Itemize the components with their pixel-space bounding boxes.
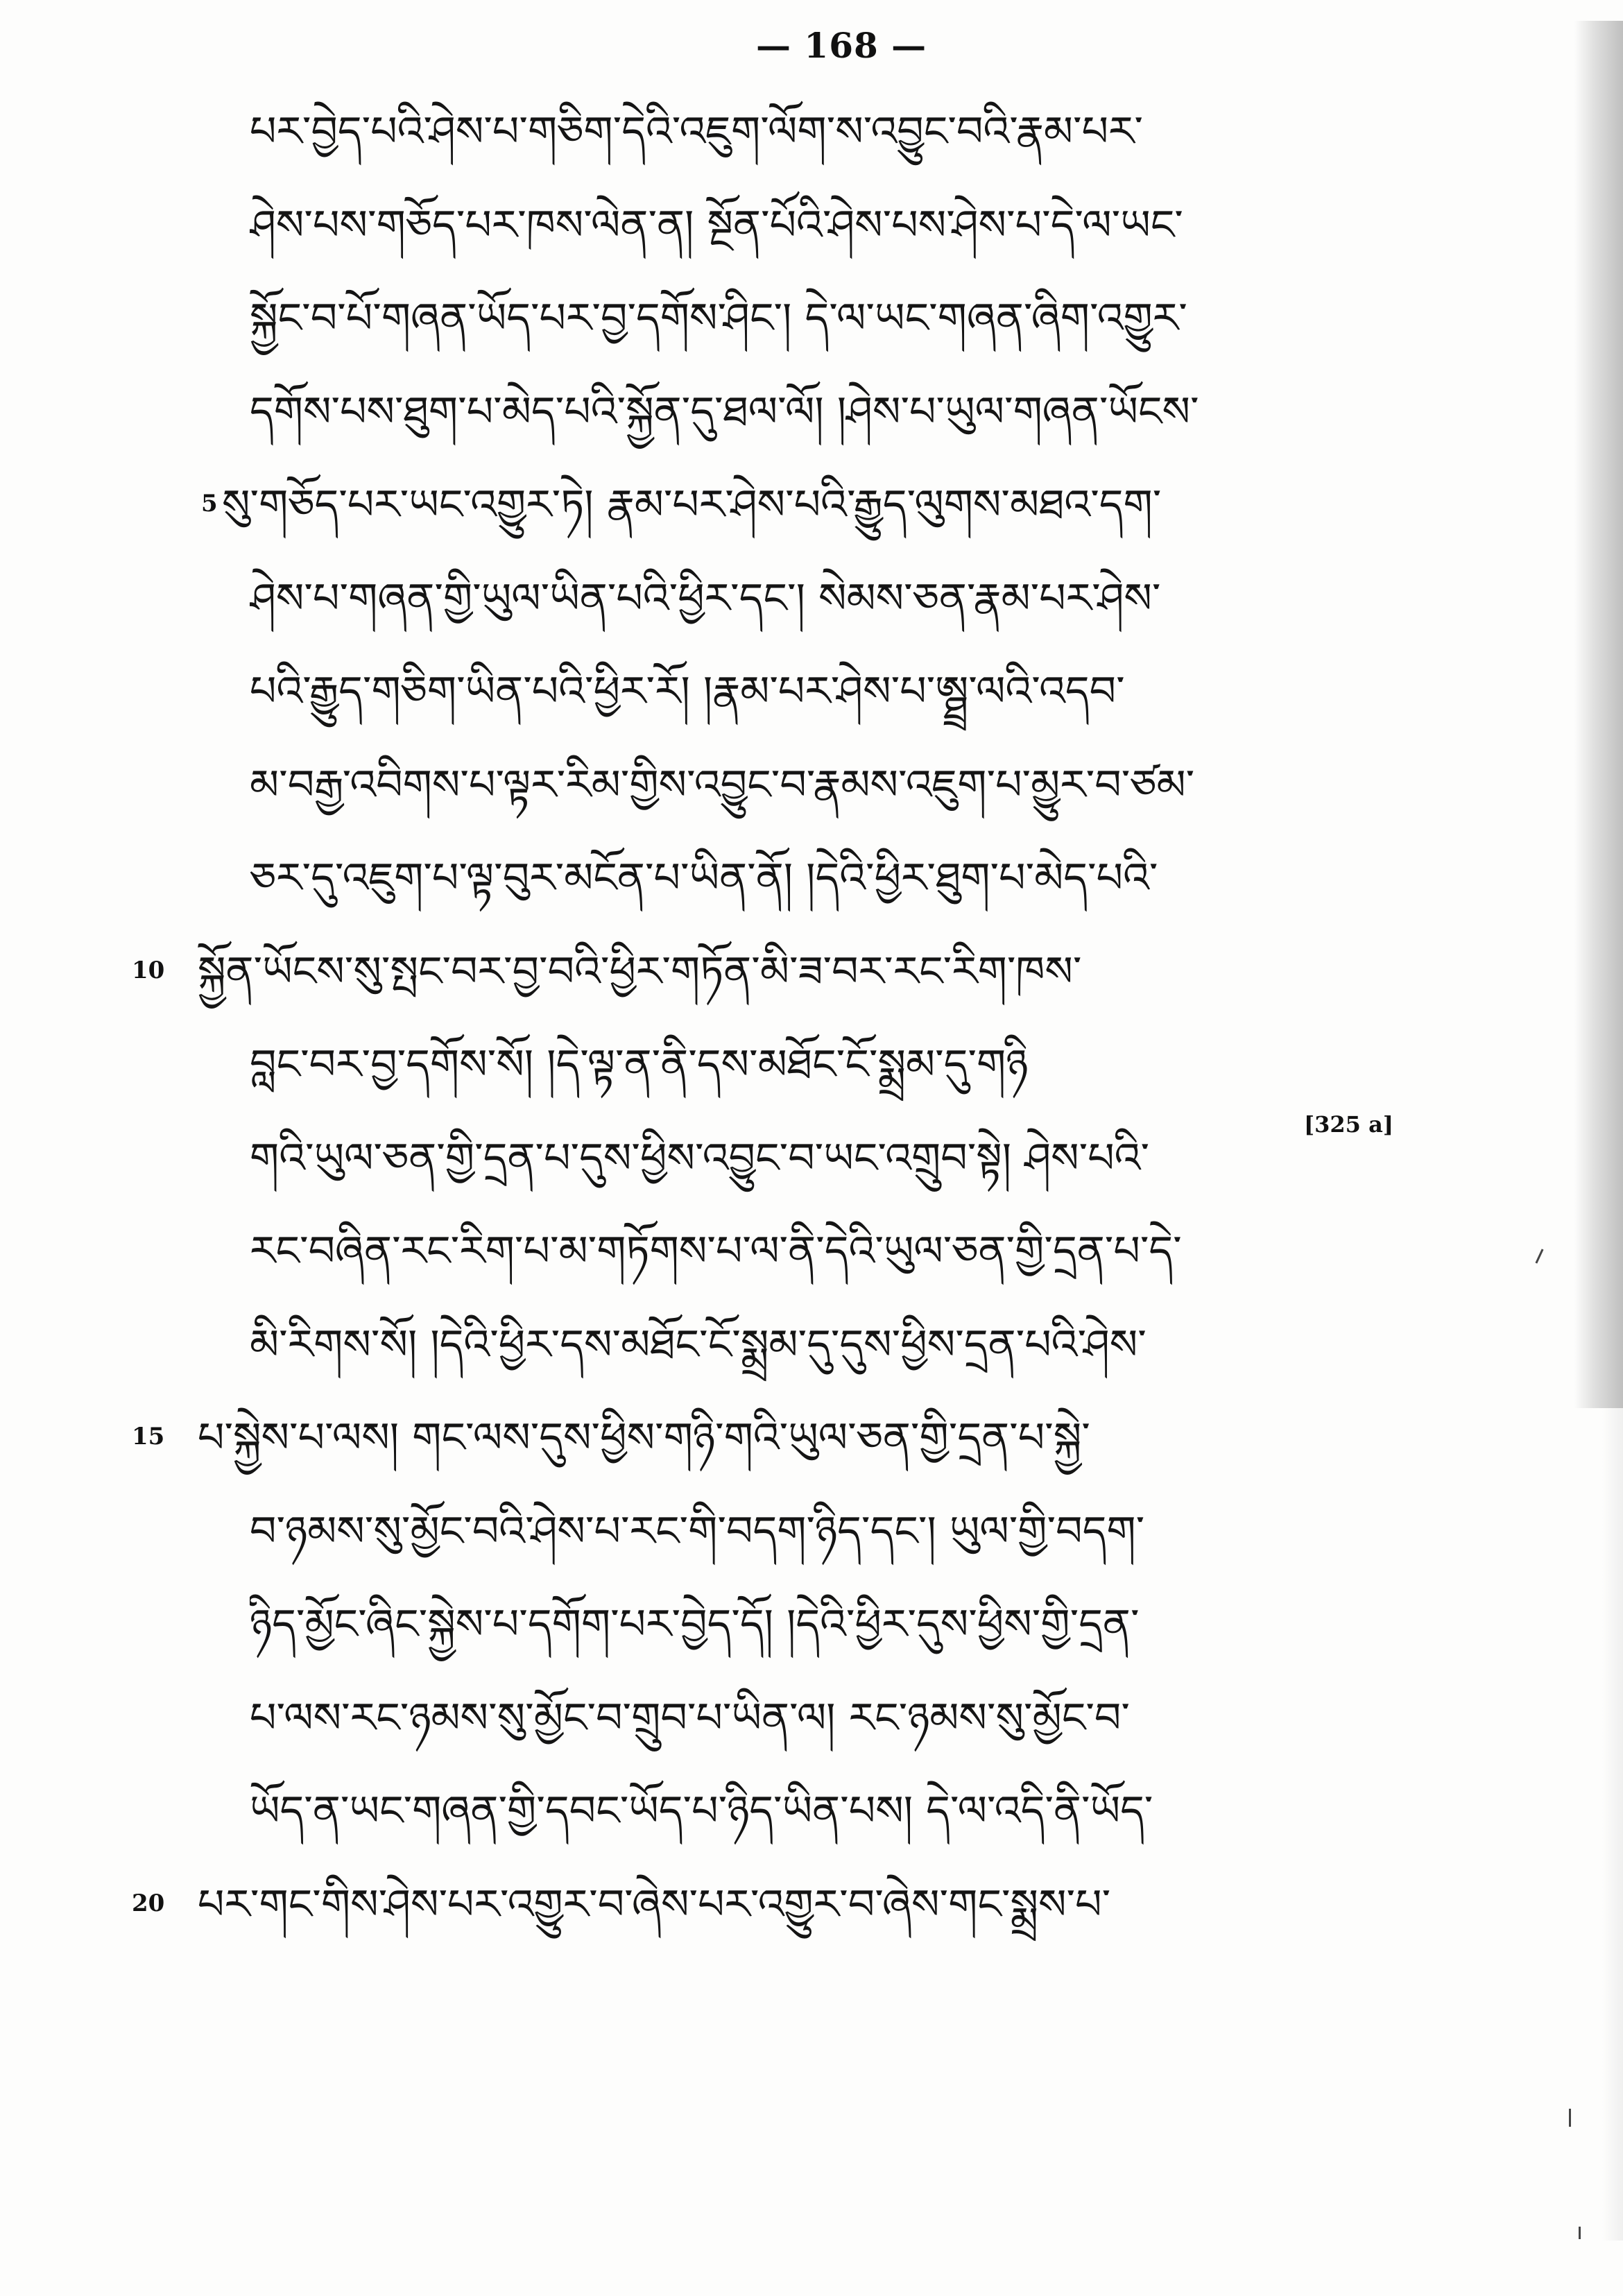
- text-line: [0, 557, 1623, 640]
- stray-mark: [1569, 2109, 1571, 2127]
- line-text: ཡོད་ན་ཡང་གཞན་གྱི་དབང་ཡོད་པ་ཉིད་ཡིན་པས། དེ་ལ་འདི་ནི་ཡོད་: [250, 1787, 1153, 1835]
- line-text: རང་བཞིན་རང་རིག་པ་མ་གཏོགས་པ་ལ་ནི་དེའི་ཡུལ་ཅན་གྱི་དྲན་པ་དེ་: [250, 1227, 1182, 1276]
- page-number: — 168 —: [756, 25, 927, 66]
- text-line: [0, 1210, 1623, 1293]
- line-text: པར་གང་གིས་ཤེས་པར་འགྱུར་བ་ཞེས་པར་འགྱུར་བ་ཞེས་གང་སྨྲས་པ་: [198, 1880, 1111, 1929]
- line-text: སུ་གཅོད་པར་ཡང་འགྱུར་ཏེ། རྣམ་པར་ཤེས་པའི་རྒྱུད་ལུགས་མཐའ་དག་: [222, 481, 1162, 529]
- line-text: ཤེས་པ་གཞན་གྱི་ཡུལ་ཡིན་པའི་ཕྱིར་དང་། སེམས་ཅན་རྣམ་པར་ཤེས་: [250, 574, 1161, 623]
- folio-reference: [325 a]: [1304, 1111, 1393, 1138]
- text-line: [0, 277, 1623, 360]
- text-line: [0, 370, 1623, 454]
- line-text: བ་ཉམས་སུ་མྱོང་བའི་ཤེས་པ་རང་གི་བདག་ཉིད་དང་། ཡུལ་གྱི་བདག་: [250, 1507, 1145, 1556]
- stray-mark: [1579, 2227, 1581, 2239]
- line-text: ཅར་དུ་འཇུག་པ་ལྟ་བུར་མངོན་པ་ཡིན་ནོ། །དེའི་ཕྱིར་ཐུག་པ་མེད་པའི་: [250, 854, 1158, 902]
- line-text: པ་སྐྱེས་པ་ལས། གང་ལས་དུས་ཕྱིས་གཉི་གའི་ཡུལ་ཅན་གྱི་དྲན་པ་སྐྱེ་: [198, 1414, 1090, 1462]
- line-number: 5: [201, 490, 218, 517]
- line-text: པར་བྱེད་པའི་ཤེས་པ་གཅིག་དེའི་འཇུག་ལོག་ས་འབྱུང་བའི་རྣམ་པར་: [250, 108, 1144, 156]
- text-line: [0, 1023, 1623, 1106]
- line-text: མི་རིགས་སོ། །དེའི་ཕྱིར་དས་མཐོང་ངོ་སྨྲམ་དུ་དུས་ཕྱིས་དྲན་པའི་ཤེས་: [250, 1320, 1147, 1369]
- line-text: པའི་རྒྱུད་གཅིག་ཡིན་པའི་ཕྱིར་རོ། །རྣམ་པར་ཤེས་པ་ཨྠྲ་ལའི་འདབ་: [250, 667, 1125, 716]
- text-line: [0, 1490, 1623, 1573]
- line-number: 20: [132, 1889, 165, 1917]
- text-line: [0, 650, 1623, 733]
- line-text: སྐྱོང་བ་པོ་གཞན་ཡོད་པར་བྱ་དགོས་ཤིང་། དེ་ལ་ཡང་གཞན་ཞིག་འགྱུར་: [250, 294, 1187, 343]
- text-line: [0, 930, 1623, 1013]
- line-text: དགོས་པས་ཐུག་པ་མེད་པའི་སྐྱོན་དུ་ཐལ་ལོ། །ཤེས་པ་ཡུལ་གཞན་ཡོངས་: [250, 387, 1199, 436]
- line-number: 10: [132, 956, 165, 984]
- text-line: [0, 1770, 1623, 1853]
- text-line: [0, 744, 1623, 827]
- line-text: མ་བརྒྱ་འབིགས་པ་ལྟར་རིམ་གྱིས་འབྱུང་བ་རྣམས་འཇུག་པ་མྱུར་བ་ཙམ་: [250, 760, 1195, 809]
- line-text: གའི་ཡུལ་ཅན་གྱི་དྲན་པ་དུས་ཕྱིས་འབྱུང་བ་ཡང་འགྲུབ་སྟེ། ཤེས་པའི་: [250, 1133, 1150, 1183]
- line-text: ཤེས་པས་གཅོད་པར་ཁས་ལེན་ན། སྔོན་པོའི་ཤེས་པས་ཤེས་པ་དེ་ལ་ཡང་: [250, 200, 1183, 250]
- line-text: པ་ལས་རང་ཉམས་སུ་མྱོང་བ་གྲུབ་པ་ཡིན་ལ། རང་ཉམས་སུ་མྱོང་བ་: [250, 1693, 1130, 1742]
- text-line: [0, 90, 1623, 173]
- text-line: [0, 1303, 1623, 1387]
- text-line: [0, 1396, 1623, 1480]
- text-line: [0, 463, 1623, 547]
- text-line: [0, 837, 1623, 920]
- line-text: བླང་བར་བྱ་དགོས་སོ། །དེ་ལྟ་ན་ནི་དས་མཐོང་ངོ་སྨྲམ་དུ་གཉི: [250, 1040, 1029, 1089]
- line-number: 15: [132, 1423, 165, 1450]
- line-text: སྐྱོན་ཡོངས་སུ་སྤང་བར་བྱ་བའི་ཕྱིར་གཏོན་མི་ཟ་བར་རང་རིག་ཁས་: [198, 947, 1082, 996]
- text-line: [0, 1583, 1623, 1666]
- text-line: [0, 1863, 1623, 1946]
- text-line: [0, 1677, 1623, 1760]
- line-text: ཉིད་མྱོང་ཞིང་སྐྱེས་པ་དགོག་པར་བྱེད་དོ། །དེའི་ཕྱིར་དུས་ཕྱིས་གྱི་དྲན་: [250, 1600, 1140, 1649]
- text-line: [0, 184, 1623, 267]
